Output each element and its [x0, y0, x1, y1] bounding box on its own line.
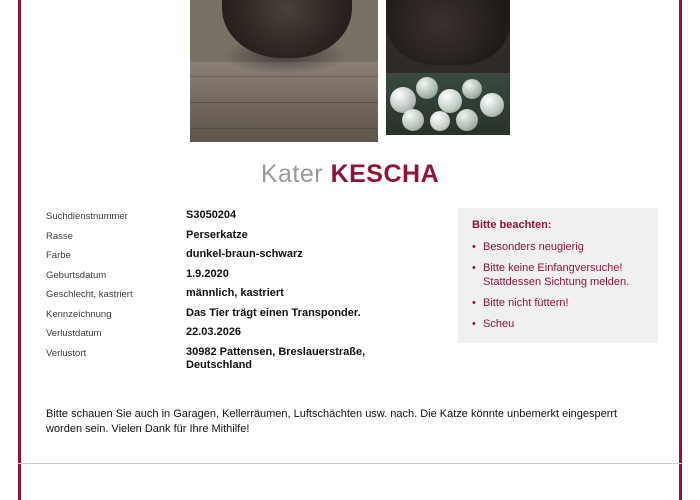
notice-item-text: Bitte keine Einfangversuche! Stattdessen Sichtung melden.: [483, 262, 630, 288]
detail-label: Kennzeichnung: [46, 308, 112, 320]
list-item: [472, 261, 646, 289]
list-item: [472, 317, 646, 331]
notice-item-text: Scheu: [483, 318, 515, 330]
detail-value: 1.9.2020: [186, 267, 229, 280]
detail-label: Farbe: [46, 250, 71, 261]
pet-name: KESCHA: [330, 160, 440, 188]
table-row: [46, 326, 446, 339]
detail-value: 22.03.2026: [186, 326, 242, 338]
detail-label: Geschlecht, kastriert: [46, 289, 133, 300]
detail-label: Verlustort: [46, 347, 87, 359]
detail-value: dunkel-braun-schwarz: [186, 248, 303, 260]
pet-photo-primary: [190, 0, 378, 142]
detail-label: Geburtsdatum: [46, 269, 107, 281]
detail-value: männlich, kastriert: [186, 287, 284, 299]
photo-gallery: [190, 0, 520, 145]
list-item: [472, 240, 646, 254]
table-row: [46, 346, 446, 372]
detail-value: Das Tier trägt einen Transponder.: [186, 306, 361, 319]
pet-photo-secondary: [386, 0, 510, 135]
table-row: [46, 268, 446, 281]
notice-item-text: Bitte nicht füttern!: [483, 297, 569, 309]
pet-kind-label: Kater: [260, 160, 324, 188]
detail-value: Perserkatze: [186, 228, 248, 241]
cat-silhouette-dark: [386, 0, 510, 65]
footer-note: Bitte schauen Sie auch in Garagen, Kellerräumen, Luftschächten usw. nach. Die Katze könnte unbemerkt eingesperrt worden sein. Vielen Dank für Ihre Mithilfe!: [46, 408, 618, 435]
frame-border-right: [679, 0, 682, 500]
table-row: [46, 209, 446, 222]
detail-value: 30982 Pattensen, Breslauerstraße, Deutschland: [186, 345, 366, 371]
notice-item-text: Besonders neugierig: [483, 241, 584, 253]
table-row: [46, 229, 446, 242]
bullet-icon: •: [472, 241, 476, 253]
christmas-baubles-background: [386, 73, 510, 135]
notice-box: [458, 208, 658, 343]
page-title: [0, 160, 700, 189]
list-item: [472, 296, 646, 310]
detail-label: Verlustdatum: [46, 328, 102, 339]
detail-label: Rasse: [46, 230, 73, 242]
table-row: [46, 307, 446, 320]
frame-divider-bottom: [18, 463, 682, 464]
table-row: [46, 248, 446, 261]
frame-border-left: [18, 0, 21, 500]
floor-background: [190, 62, 378, 142]
pet-details-table: [46, 209, 446, 378]
bullet-icon: •: [472, 262, 476, 274]
detail-label: Suchdienstnummer: [46, 211, 128, 222]
table-row: [46, 287, 446, 300]
detail-value: S3050204: [186, 209, 237, 221]
bullet-icon: •: [472, 318, 476, 330]
notice-title: Bitte beachten:: [472, 219, 552, 231]
bullet-icon: •: [472, 297, 476, 309]
